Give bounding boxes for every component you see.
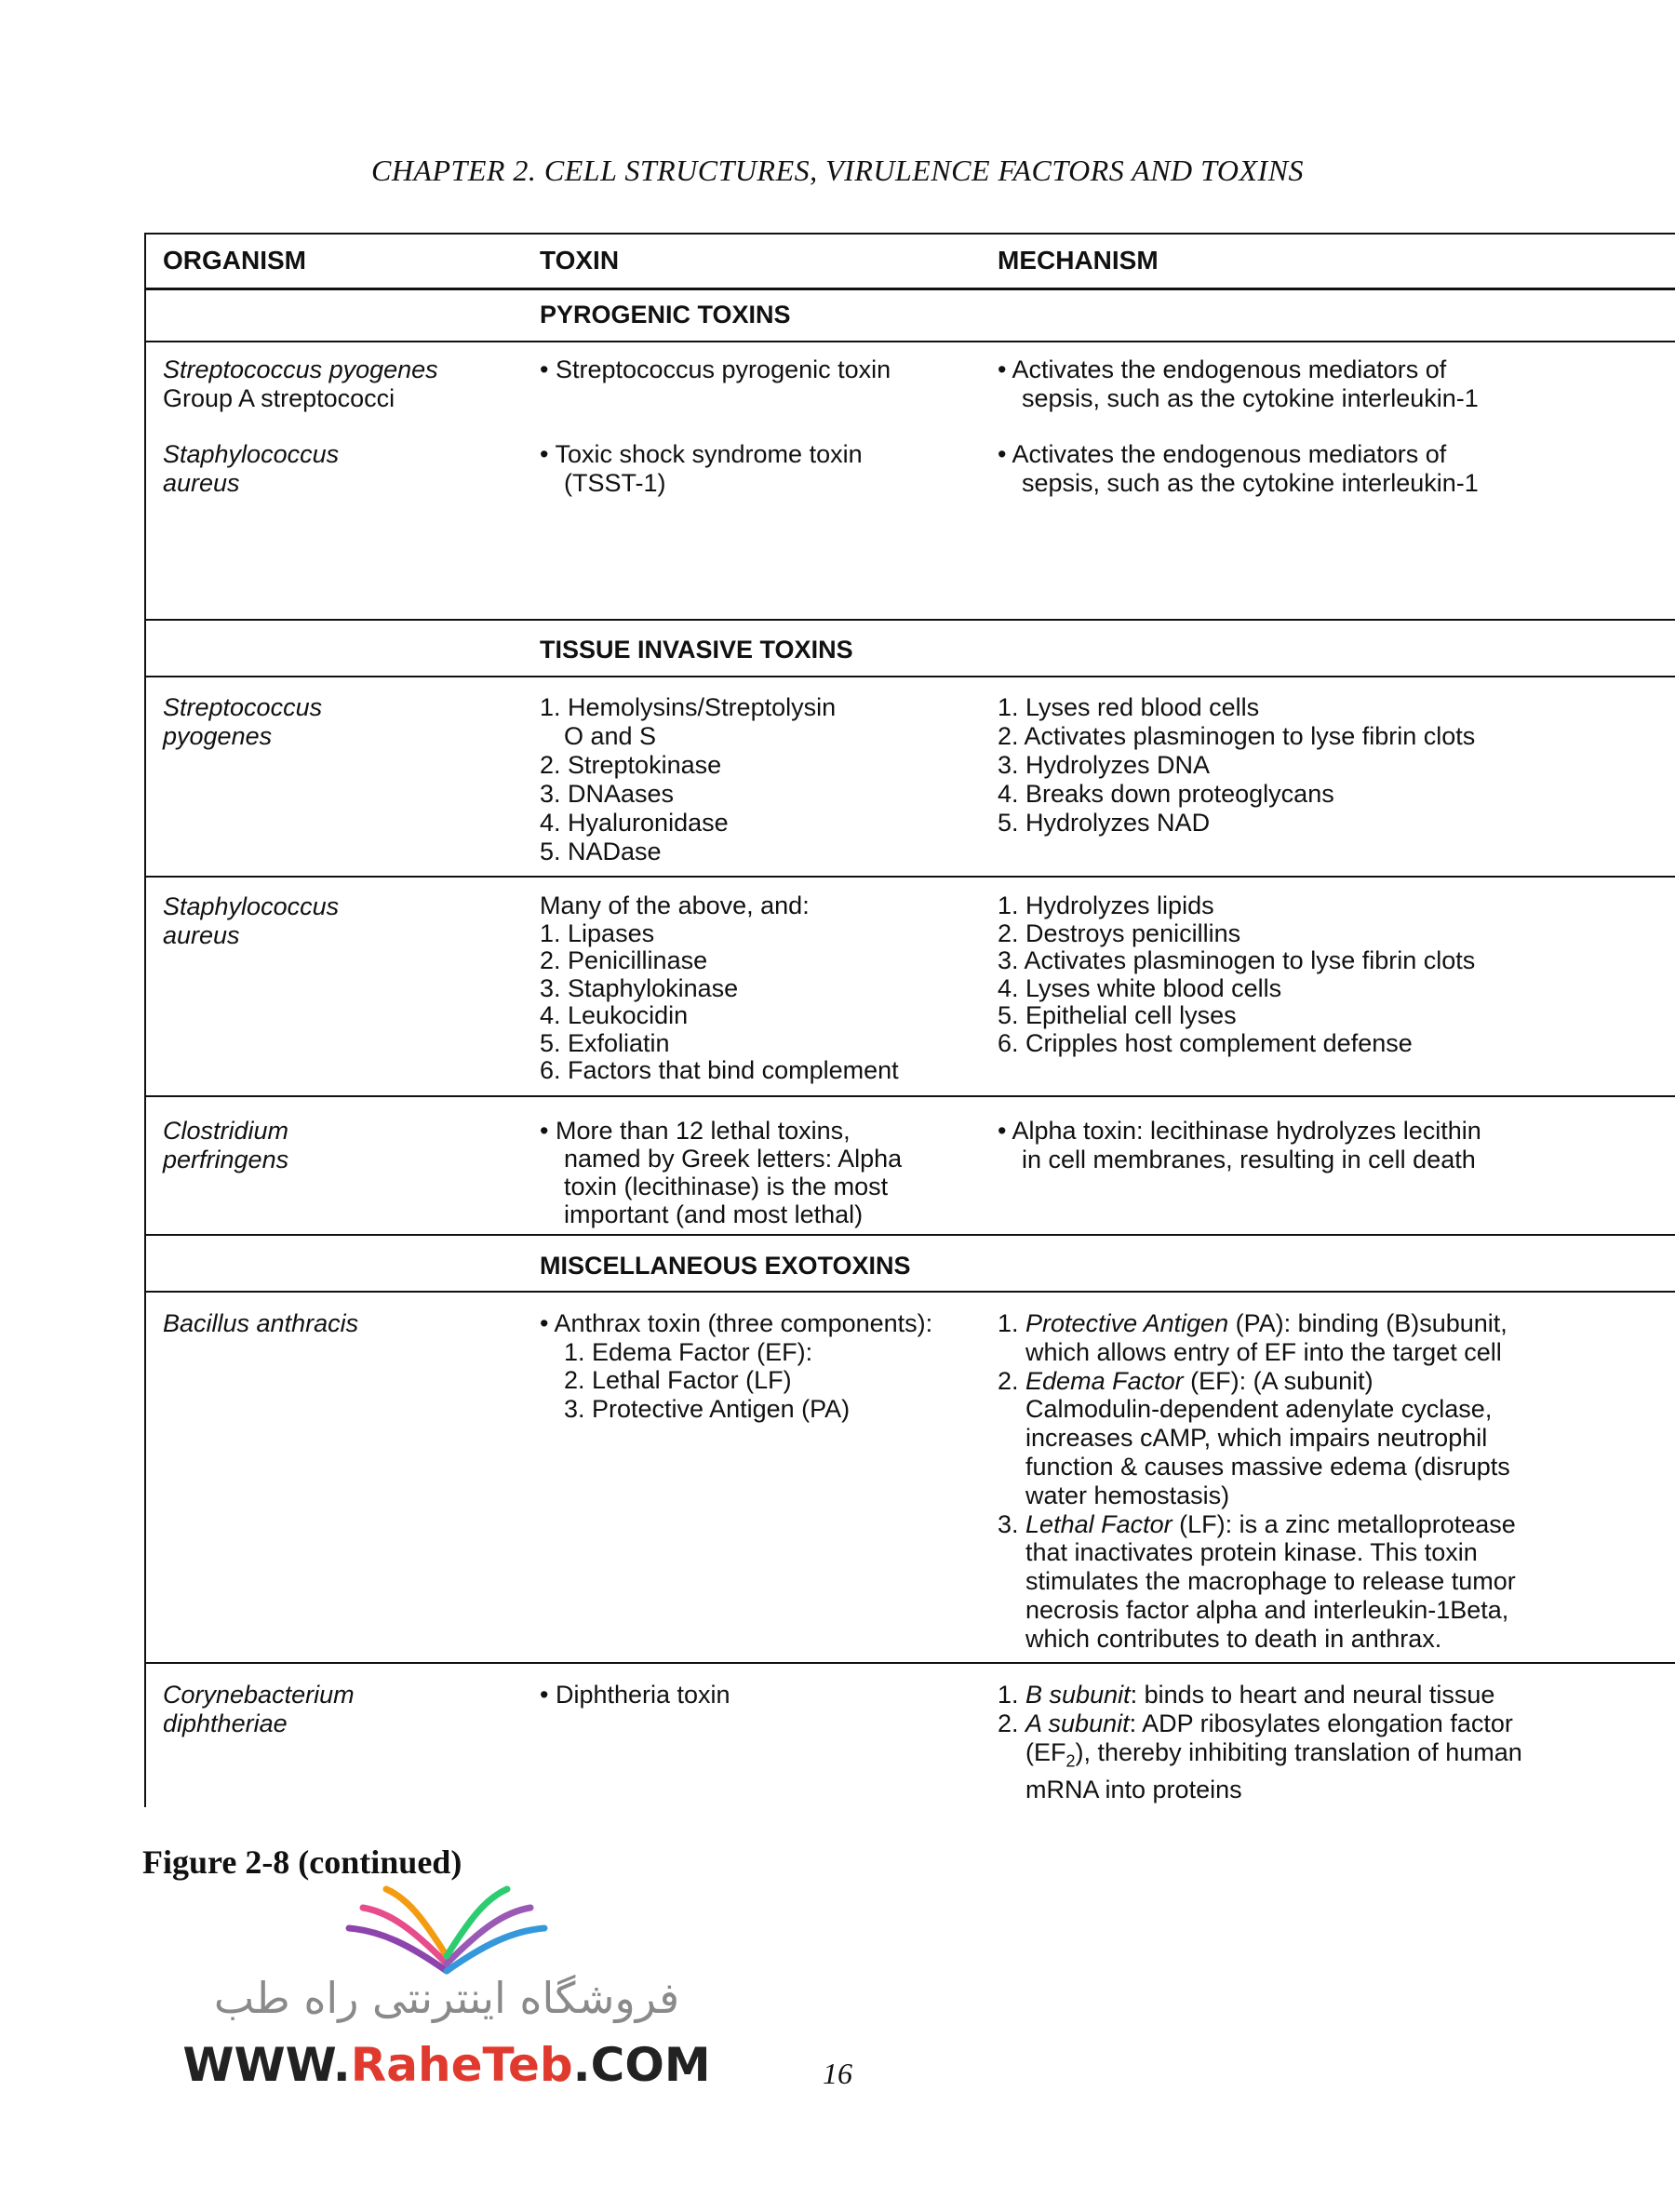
toxin-cell: Many of the above, and: 1. Lipases 2. Penicillinase 3. Staphylokinase 4. Leukocidin 5. Exfoliatin 6. Factors that bind complement (540, 892, 899, 1084)
watermark-persian-text: فروشگاه اینترنتی راه طب (213, 1973, 680, 2023)
mechanism-cell: 1. B subunit: binds to heart and neural tissue 2. A subunit: ADP ribosylates elongation factor $(EF_2)$, thereby inhibiting translation of human mRNA into proteins (998, 1681, 1522, 1804)
figure-caption: Figure 2-8 (continued) (142, 1843, 462, 1881)
column-header-mechanism: MECHANISM (998, 246, 1159, 275)
table-left-rule (144, 233, 146, 1807)
section-title-miscellaneous: MISCELLANEOUS EXOTOXINS (540, 1252, 911, 1280)
page-header: CHAPTER 2. CELL STRUCTURES, VIRULENCE FACTORS AND TOXINS (370, 154, 1305, 187)
row-divider (144, 1095, 1675, 1097)
mechanism-cell: • Activates the endogenous mediators of sepsis, such as the cytokine interleukin-1 (998, 355, 1479, 412)
row-divider (144, 1234, 1675, 1236)
column-header-organism: ORGANISM (163, 246, 306, 275)
organism-cell: Staphylococcus aureus (163, 892, 340, 949)
mechanism-cell: 1. Lyses red blood cells 2. Activates plasminogen to lyse fibrin clots 3. Hydrolyzes DNA 4. Breaks down proteoglycans 5. Hydrolyzes NAD (998, 693, 1476, 837)
toxin-cell: • Anthrax toxin (three components): 1. Edema Factor (EF): 2. Lethal Factor (LF) 3. Protective Antigen (PA) (540, 1309, 933, 1423)
section-title-tissue-invasive: TISSUE INVASIVE TOXINS (540, 636, 853, 664)
organism-cell: Bacillus anthracis (163, 1309, 359, 1337)
open-book-logo-icon (177, 1880, 717, 1977)
toxin-cell: • More than 12 lethal toxins, named by Greek letters: Alpha toxin (lecithinase) is the most important (and most lethal) (540, 1117, 903, 1228)
organism-cell: Streptococcus pyogenes Group A streptococci (163, 355, 438, 412)
watermark-url: WWW.RaheTeb.COM (182, 2038, 711, 2092)
toxin-cell: 1. Hemolysins/Streptolysin O and S 2. Streptokinase 3. DNAases 4. Hyaluronidase 5. NADase (540, 693, 837, 865)
rahe-teb-watermark (177, 1880, 717, 2103)
row-divider (144, 1291, 1675, 1293)
toxin-cell: • Diphtheria toxin (540, 1681, 730, 1709)
organism-cell: Clostridium perfringens (163, 1117, 289, 1173)
mechanism-cell: 1. Protective Antigen (PA): binding (B)subunit, which allows entry of EF into the target cell 2. Edema Factor (EF): (A subunit) Calmodulin-dependent adenylate cyclase, increases cAMP, which impairs neutrophil function & causes massive edema (disrupts water hemostasis) 3. Lethal Factor (LF): is a zinc metalloprotease that inactivates protein kinase. This toxin stimulates the macrophage to release tumor necrosis factor alpha and interleukin-1Beta, which contributes to death in anthrax. (998, 1309, 1516, 1653)
header-rule (144, 288, 1675, 290)
organism-cell: Corynebacterium diphtheriae (163, 1681, 355, 1737)
row-divider (144, 1662, 1675, 1664)
mechanism-cell: • Activates the endogenous mediators of sepsis, such as the cytokine interleukin-1 (998, 440, 1479, 497)
row-divider (144, 876, 1675, 878)
toxin-cell: • Streptococcus pyrogenic toxin (540, 355, 891, 383)
organism-cell: Staphylococcus aureus (163, 440, 340, 497)
mechanism-cell: 1. Hydrolyzes lipids 2. Destroys penicillins 3. Activates plasminogen to lyse fibrin clots 4. Lyses white blood cells 5. Epithelial cell lyses 6. Cripples host complement defense (998, 892, 1476, 1057)
mechanism-cell: • Alpha toxin: lecithinase hydrolyzes lecithin in cell membranes, resulting in cell death (998, 1117, 1481, 1173)
row-divider (144, 341, 1675, 342)
organism-cell: Streptococcus pyogenes (163, 693, 323, 750)
toxin-cell: • Toxic shock syndrome toxin (TSST-1) (540, 440, 863, 497)
row-divider (144, 619, 1675, 621)
page-number: 16 (823, 2057, 852, 2090)
row-divider (144, 676, 1675, 677)
section-title-pyrogenic: PYROGENIC TOXINS (540, 301, 791, 328)
column-header-toxin: TOXIN (540, 246, 620, 275)
table-top-rule (144, 233, 1675, 235)
